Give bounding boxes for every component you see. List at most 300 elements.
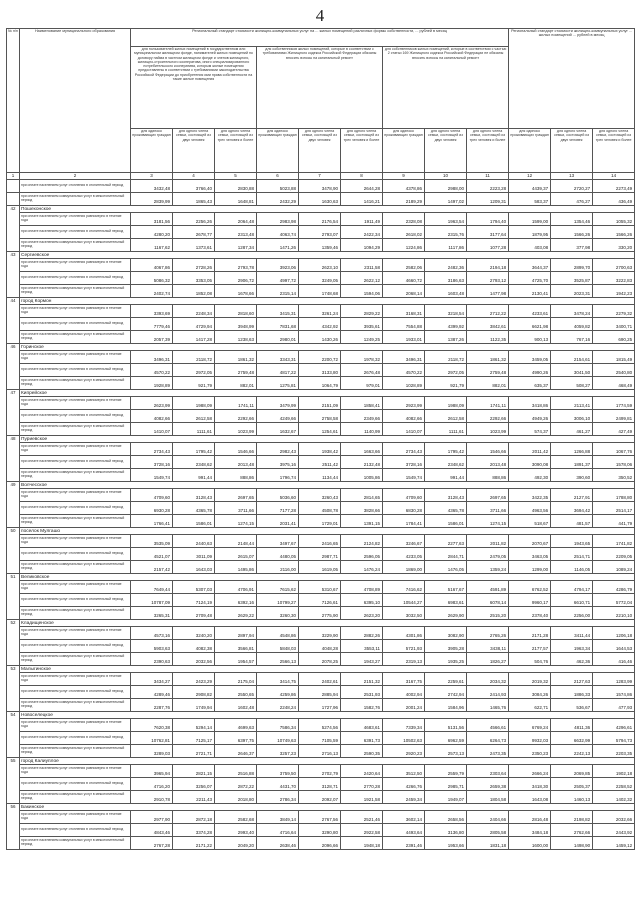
value-cell: 1826,27 [467,653,509,666]
value-cell: 2402,61 [299,673,341,686]
value-cell: 2256,00 [551,607,593,620]
service-label: при оплате населением услуг отопления равномерно в течение года [20,673,131,686]
value-cell: 921,79 [173,377,215,390]
value-cell: 2582,06 [383,259,425,272]
value-cell: 3353,05 [173,272,215,285]
value-cell: 2416,65 [299,535,341,548]
value-cell: 2019,32 [509,673,551,686]
value-cell: 3343,31 [257,351,299,364]
table-row [7,837,635,850]
column-number: 3 [131,173,173,180]
value-cell: 4963,56 [509,502,551,515]
value-cell: 477,93 [593,699,635,712]
value-cell: 4508,78 [299,502,341,515]
municipality-number: 46 [7,344,20,390]
value-cell: 2151,09 [299,397,341,410]
value-cell: 1663,66 [341,443,383,456]
value-cell: 1283,99 [593,673,635,686]
value-cell: 2596,05 [341,548,383,561]
value-cell: 2659,38 [467,778,509,791]
value-cell: 2127,91 [551,489,593,502]
value-cell: 377,98 [551,239,593,252]
value-cell: 1748,68 [299,285,341,298]
value-cell: 1861,32 [215,351,257,364]
value-cell: 1599,00 [509,213,551,226]
value-cell: 3128,43 [425,489,467,502]
value-cell: 2482,36 [425,259,467,272]
value-cell: 4794,17 [551,581,593,594]
service-label: при оплате населением коммунальных услуг в межотопительный период [20,423,131,436]
value-cell: 4059,82 [551,318,593,331]
value-cell: 1727,96 [299,699,341,712]
table-row [7,640,635,653]
value-cell: 3512,50 [383,765,425,778]
service-label: при оплате населением услуг отопления в отопительный период [20,824,131,837]
value-cell: 4082,66 [383,410,425,423]
table-row [7,259,635,272]
value-cell: 1741,82 [593,535,635,548]
value-cell: 635,37 [509,377,551,390]
value-cell: 2623,20 [341,607,383,620]
value-cell: 3032,50 [383,607,425,620]
value-cell: 4699,63 [215,719,257,732]
value-cell: 2132,48 [341,456,383,469]
municipality-name: Кладищенское [20,620,635,627]
table-row [7,443,635,456]
value-cell: 1643,03 [173,561,215,574]
value-cell: 1275,81 [257,377,299,390]
value-cell: 4286,79 [593,581,635,594]
municipality-name: Волчесское [20,482,635,489]
value-cell: 3496,31 [383,351,425,364]
value-cell: 1643,08 [509,791,551,804]
value-cell: 2676,48 [341,364,383,377]
value-cell: 4548,86 [257,627,299,640]
value-cell: 3711,66 [215,502,257,515]
value-cell: 2459,34 [383,791,425,804]
table-row [7,351,635,364]
value-cell: 4342,92 [299,318,341,331]
value-cell: 1094,29 [341,239,383,252]
value-cell: 3414,75 [257,673,299,686]
value-cell: 1055,32 [593,213,635,226]
value-cell: 1111,61 [425,423,467,436]
value-cell: 1928,89 [131,377,173,390]
table-row [7,318,635,331]
value-cell: 4233,05 [383,548,425,561]
value-cell: 462,36 [551,653,593,666]
value-cell: 7105,59 [299,732,341,745]
value-cell: 1206,18 [593,627,635,640]
service-label: при оплате населением коммунальных услуг в межотопительный период [20,515,131,528]
value-cell: 2031,41 [257,515,299,528]
value-cell: 3249,05 [299,272,341,285]
h-two: для одного члена семьи, состоящей из двух человек [425,129,467,173]
value-cell: 1023,99 [467,423,509,436]
service-label: при оплате населением коммунальных услуг в межотопительный период [20,239,131,252]
value-cell: 1852,08 [173,285,215,298]
value-cell: 7649,44 [131,581,173,594]
value-cell: 1729,01 [299,515,341,528]
sub-header-2: для собственников жилых помещений, которые в соответствии с требованиями Жилищного кодекса Российской Федерации обязаны вносить взносы на капитальный ремонт [257,47,383,129]
value-cell: 2629,90 [425,607,467,620]
table-row [7,627,635,640]
value-cell: 5131,56 [425,719,467,732]
value-cell: 4683,61 [341,719,383,732]
group-b-header: Региональный стандарт стоимости жилищно-коммунальных услуг ... жилых помещений ... рублей в месяц [509,29,635,129]
value-cell: 2402,74 [131,285,173,298]
value-cell: 1584,96 [425,699,467,712]
value-cell: 4716,64 [257,824,299,837]
column-number: 13 [551,173,593,180]
value-cell: 2793,07 [299,226,341,239]
value-cell: 10544,27 [383,594,425,607]
value-cell: 2700,63 [593,259,635,272]
value-cell: 2210,10 [593,607,635,620]
value-cell: 1869,00 [383,561,425,574]
value-cell: 3422,35 [509,489,551,502]
service-label: при оплате населением услуг отопления равномерно в течение года [20,213,131,226]
value-cell: 5086,32 [131,272,173,285]
value-cell: 1028,89 [383,377,425,390]
value-cell: 2277,63 [425,535,467,548]
value-cell: 1988,09 [173,397,215,410]
value-cell: 2514,17 [593,502,635,515]
value-cell: 2623,10 [299,259,341,272]
value-cell: 3256,07 [173,778,215,791]
value-cell: 3400,71 [593,318,635,331]
value-cell: 3411,44 [551,627,593,640]
municipality-name: Новоселецкое [20,712,635,719]
value-cell: 2658,56 [425,811,467,824]
value-cell: 2816,48 [509,811,551,824]
value-cell: 2993,40 [215,824,257,837]
table-row [7,502,635,515]
value-cell: 2767,56 [299,811,341,824]
value-cell: 1549,74 [131,469,173,482]
value-cell: 1678,66 [215,285,257,298]
value-cell: 4082,66 [131,410,173,423]
value-cell: 441,79 [593,515,635,528]
value-cell: 1471,26 [257,239,299,252]
h-single: для одиноко проживающих граждан [131,129,173,173]
value-cell: 1476,24 [341,561,383,574]
value-cell: 2638,46 [257,837,299,850]
municipality-row [7,206,635,213]
value-cell: 2830,88 [215,180,257,193]
value-cell: 1117,86 [425,239,467,252]
value-cell: 3644,37 [509,259,551,272]
municipality-row [7,252,635,259]
value-cell: 3011,09 [173,548,215,561]
value-cell: 1287,34 [215,239,257,252]
municipality-number: 43 [7,252,20,298]
value-cell: 3177,64 [467,226,509,239]
value-cell: 1632,67 [257,423,299,436]
value-cell: 3766,40 [173,180,215,193]
value-cell: 3136,80 [425,824,467,837]
value-cell: 10762,81 [131,732,173,745]
value-cell: 2775,90 [299,607,341,620]
value-cell: 4289,46 [131,686,173,699]
value-cell: 1602,48 [215,699,257,712]
value-cell: 2049,20 [215,837,257,850]
value-cell: 3459,05 [509,351,551,364]
value-cell: 2013,48 [215,456,257,469]
value-cell: 1373,61 [173,239,215,252]
value-cell: 4493,64 [383,824,425,837]
value-cell: 2988,00 [425,180,467,193]
value-cell: 2256,26 [173,213,215,226]
value-cell: 4082,38 [173,640,215,653]
page-number: 4 [315,6,325,25]
municipality-name: Горинское [20,344,635,351]
value-cell: 6391,73 [341,732,383,745]
value-cell: 2350,23 [509,745,551,758]
value-cell: 1784,41 [383,515,425,528]
value-cell: 4002,94 [383,686,425,699]
value-cell: 2765,26 [467,627,509,640]
table-row [7,226,635,239]
value-cell: 1963,34 [551,640,593,653]
value-cell: 3484,18 [509,824,551,837]
value-cell: 390,60 [551,469,593,482]
service-label: при оплате населением услуг отопления в отопительный период [20,226,131,239]
value-cell: 2315,76 [425,226,467,239]
value-cell: 5772,04 [593,594,635,607]
value-cell: 1274,15 [467,515,509,528]
table-row [7,489,635,502]
value-cell: 3167,75 [383,673,425,686]
value-cell: 1741,11 [215,397,257,410]
value-cell: 1935,25 [425,653,467,666]
value-cell: 583,37 [509,193,551,206]
value-cell: 1111,61 [173,423,215,436]
service-label: при оплате населением услуг отопления в отопительный период [20,640,131,653]
value-cell: 2200,72 [299,351,341,364]
value-cell: 4266,76 [383,778,425,791]
service-label: при оплате населением услуг отопления равномерно в течение года [20,259,131,272]
table-row [7,765,635,778]
value-cell: 2697,65 [467,489,509,502]
table-row [7,745,635,758]
value-cell: 2582,68 [215,811,257,824]
value-cell: 2148,44 [215,535,257,548]
service-label: при оплате населением услуг отопления в отопительный период [20,410,131,423]
value-cell: 2758,58 [299,410,341,423]
value-cell: 1603,48 [425,285,467,298]
table-row [7,594,635,607]
h-three: для одного члена семьи, состоящей из трех человек и более [467,129,509,173]
value-cell: 1417,28 [173,331,215,344]
municipality-number: 49 [7,482,20,528]
value-cell: 4706,91 [215,581,257,594]
value-cell: 2422,34 [341,226,383,239]
value-cell: 2273,49 [593,180,635,193]
value-cell: 427,49 [593,423,635,436]
value-cell: 1749,94 [173,699,215,712]
table-row [7,686,635,699]
service-label: при оплате населением услуг отопления равномерно в течение года [20,765,131,778]
sub-header-3: для собственников жилых помещений, которые в соответствии с частью 2 статьи 169 Жилищного кодекса Российской Федерации не обязаны вносить взносы на капитальный ремонт [383,47,509,129]
value-cell: 2514,71 [551,548,593,561]
service-label: при оплате населением коммунальных услуг в межотопительный период [20,193,131,206]
col-no-header: № п/п [7,29,20,173]
value-cell: 2292,66 [467,410,509,423]
value-cell: 2922,58 [341,824,383,837]
value-cell: 2618,02 [383,226,425,239]
service-label: при оплате населением услуг отопления в отопительный период [20,548,131,561]
value-cell: 1254,61 [299,423,341,436]
value-cell: 4817,22 [257,364,299,377]
value-cell: 5023,88 [257,180,299,193]
value-cell: 4997,72 [257,272,299,285]
value-cell: 2734,43 [131,443,173,456]
municipality-number: 47 [7,390,20,436]
value-cell: 2629,22 [215,607,257,620]
value-cell: 2018,80 [215,791,257,804]
value-cell: 2348,62 [425,456,467,469]
value-cell: 1938,42 [299,443,341,456]
value-cell: 2793,78 [215,259,257,272]
value-cell: 888,86 [215,469,257,482]
value-cell: 2559,79 [425,765,467,778]
value-cell: 3478,90 [299,180,341,193]
table-row [7,423,635,436]
service-label: при оплате населением коммунальных услуг в межотопительный период [20,791,131,804]
municipality-row [7,666,635,673]
value-cell: 1902,18 [593,765,635,778]
column-number: 4 [173,173,215,180]
value-cell: 3828,66 [341,502,383,515]
value-cell: 4439,37 [509,180,551,193]
value-cell: 7615,62 [257,581,299,594]
value-cell: 2423,29 [173,673,215,686]
value-cell: 2032,66 [593,811,635,824]
value-cell: 2709,48 [173,607,215,620]
value-cell: 1359,24 [467,561,509,574]
value-cell: 991,44 [173,469,215,482]
value-cell: 2985,71 [425,778,467,791]
value-cell: 4843,46 [131,824,173,837]
value-cell: 2032,56 [173,653,215,666]
service-label: при оплате населением услуг отопления равномерно в течение года [20,443,131,456]
value-cell: 1354,46 [551,213,593,226]
value-cell: 7779,46 [131,318,173,331]
municipality-name: Великовское [20,574,635,581]
value-cell: 2287,76 [131,699,173,712]
table-row [7,581,635,594]
municipality-row [7,712,635,719]
value-cell: 1600,00 [509,837,551,850]
value-cell: 3525,87 [551,272,593,285]
municipality-name: Пошехонское [20,206,635,213]
service-label: при оплате населением услуг отопления в отопительный период [20,686,131,699]
value-cell: 1648,81 [215,193,257,206]
value-cell: 3222,83 [593,272,635,285]
value-cell: 3257,23 [257,745,299,758]
value-cell: 3260,30 [257,607,299,620]
value-cell: 2515,20 [467,607,509,620]
value-cell: 3041,50 [551,364,593,377]
value-cell: 2872,22 [215,778,257,791]
value-cell: 3566,81 [215,640,257,653]
value-cell: 1023,99 [215,423,257,436]
value-cell: 7554,88 [383,318,425,331]
table-row [7,285,635,298]
municipality-name: поселок Мулгашо [20,528,635,535]
municipality-row [7,620,635,627]
value-cell: 3218,54 [425,305,467,318]
value-cell: 3290,80 [299,824,341,837]
value-cell: 1387,26 [425,331,467,344]
value-cell: 1741,11 [467,397,509,410]
value-cell: 2770,28 [341,778,383,791]
value-cell: 2742,94 [425,686,467,699]
value-cell: 979,01 [341,377,383,390]
value-cell: 2349,66 [341,410,383,423]
value-cell: 2844,71 [425,548,467,561]
table-row [7,607,635,620]
column-number: 8 [341,173,383,180]
value-cell: 1249,25 [341,331,383,344]
value-cell: 1578,06 [593,456,635,469]
municipality-number: 53 [7,666,20,712]
value-cell: 1586,01 [173,515,215,528]
municipality-row [7,758,635,765]
value-cell: 1594,06 [341,285,383,298]
value-cell: 4811,36 [551,719,593,732]
value-cell: 1788,80 [593,489,635,502]
value-cell: 2070,67 [509,535,551,548]
service-label: при оплате населением услуг отопления равномерно в течение года [20,397,131,410]
table-row [7,824,635,837]
value-cell: 3728,16 [131,456,173,469]
value-cell: 7339,34 [383,719,425,732]
value-cell: 3553,11 [341,640,383,653]
table-row [7,305,635,318]
value-cell: 1416,21 [341,193,383,206]
value-cell: 1949,07 [425,791,467,804]
value-cell: 7586,34 [257,719,299,732]
value-cell: 2258,52 [593,778,635,791]
value-cell: 2521,46 [341,811,383,824]
value-cell: 5294,14 [173,719,215,732]
value-cell: 10502,63 [383,732,425,745]
h-single: для одиноко проживающих граждан [509,129,551,173]
value-cell: 2011,82 [467,535,509,548]
value-cell: 3905,28 [425,640,467,653]
value-cell: 3923,06 [257,259,299,272]
service-label: при оплате населением коммунальных услуг в межотопительный период [20,607,131,620]
value-cell: 2566,13 [257,653,299,666]
value-cell: 3261,24 [299,305,341,318]
value-cell: 2818,60 [215,305,257,318]
value-cell: 5307,03 [173,581,215,594]
value-cell: 1459,12 [593,837,635,850]
value-cell: 2127,63 [551,673,593,686]
value-cell: 4296,61 [593,719,635,732]
value-cell: 1359,46 [299,239,341,252]
value-cell: 991,44 [425,469,467,482]
value-cell: 416,46 [593,653,635,666]
value-cell: 4365,78 [173,502,215,515]
table-row [7,456,635,469]
municipality-number: 44 [7,298,20,344]
value-cell: 2391,46 [383,837,425,850]
value-cell: 6632,99 [551,732,593,745]
value-cell: 2987,71 [299,548,341,561]
